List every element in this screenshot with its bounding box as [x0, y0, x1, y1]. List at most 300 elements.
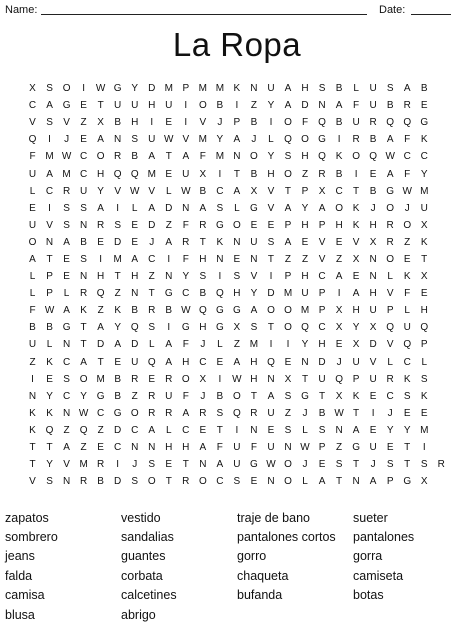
grid-letter: Q — [79, 424, 88, 436]
grid-letter: A — [148, 424, 156, 436]
grid-letter: E — [267, 219, 275, 231]
grid-letter: C — [45, 185, 54, 197]
grid-letter: S — [284, 390, 292, 402]
grid-letter: I — [371, 407, 375, 419]
grid-letter: T — [97, 100, 104, 112]
word-list-item: sombrero — [5, 530, 58, 545]
grid-letter: Z — [29, 356, 36, 368]
grid-letter: L — [217, 339, 223, 351]
grid-letter: T — [301, 373, 309, 385]
grid-letter: S — [403, 390, 411, 402]
grid-letter: B — [114, 373, 121, 385]
grid-letter: P — [386, 305, 394, 317]
grid-letter: T — [165, 476, 172, 488]
grid-letter — [433, 439, 450, 456]
grid-letter: S — [216, 407, 224, 419]
grid-letter: J — [200, 390, 206, 402]
grid-letter — [433, 422, 450, 439]
grid-letter: O — [284, 117, 292, 129]
grid-letter: T — [353, 407, 360, 419]
grid-letter: S — [318, 424, 326, 436]
grid-letter: A — [250, 305, 258, 317]
grid-letter: R — [97, 459, 105, 471]
grid-letter: S — [420, 373, 428, 385]
grid-letter: N — [250, 424, 258, 436]
grid-letter: A — [369, 476, 377, 488]
grid-letter: I — [218, 271, 222, 283]
grid-letter: E — [301, 236, 309, 248]
grid-letter: N — [216, 253, 224, 265]
grid-letter: G — [181, 322, 190, 334]
grid-letter: K — [352, 390, 360, 402]
grid-letter: K — [233, 83, 241, 95]
grid-letter: L — [268, 134, 274, 146]
grid-letter: U — [182, 168, 190, 180]
grid-letter: K — [46, 407, 53, 419]
grid-letter: U — [233, 442, 241, 454]
grid-letter: E — [420, 288, 428, 300]
grid-letter: L — [353, 83, 359, 95]
grid-letter: I — [99, 253, 103, 265]
grid-letter: R — [386, 219, 394, 231]
grid-letter: X — [318, 185, 326, 197]
grid-letter: S — [420, 459, 428, 471]
grid-letter: D — [114, 236, 122, 248]
word-list-item: sueter — [353, 510, 388, 525]
grid-letter: J — [302, 459, 308, 471]
grid-letter: I — [269, 271, 273, 283]
grid-letter: T — [114, 271, 121, 283]
grid-letter: A — [199, 202, 207, 214]
grid-letter: T — [199, 236, 206, 248]
grid-letter: V — [46, 219, 53, 231]
grid-letter: D — [369, 339, 377, 351]
grid-letter: E — [318, 459, 326, 471]
grid-letter: L — [421, 356, 428, 368]
grid-letter: N — [250, 83, 258, 95]
grid-letter — [433, 80, 450, 97]
grid-letter: H — [165, 442, 173, 454]
grid-letter: T — [318, 390, 326, 402]
grid-letter: T — [46, 442, 53, 454]
grid-letter: P — [233, 117, 241, 129]
grid-letter: F — [182, 339, 189, 351]
grid-letter: L — [131, 202, 138, 214]
grid-letter: K — [29, 407, 36, 419]
grid-letter: T — [29, 442, 36, 454]
grid-letter: U — [267, 407, 275, 419]
grid-letter: X — [369, 236, 377, 248]
grid-letter: Q — [420, 322, 429, 334]
word-list-item: pantalones — [353, 530, 415, 545]
grid-letter: P — [420, 339, 428, 351]
grid-letter: H — [199, 253, 207, 265]
grid-letter: I — [116, 202, 120, 214]
grid-letter: C — [62, 356, 71, 368]
grid-letter: V — [386, 288, 394, 300]
grid-letter: N — [62, 476, 71, 488]
grid-letter: O — [403, 219, 412, 231]
grid-letter: I — [184, 100, 188, 112]
grid-letter: E — [165, 117, 173, 129]
grid-letter: H — [131, 271, 139, 283]
grid-letter: E — [63, 253, 70, 265]
grid-letter: W — [95, 83, 106, 95]
grid-letter: S — [216, 202, 224, 214]
grid-letter: D — [148, 219, 156, 231]
grid-letter: E — [131, 219, 139, 231]
grid-letter: Y — [114, 322, 121, 334]
word-list-item: blusa — [5, 607, 35, 622]
grid-letter: V — [250, 271, 258, 283]
grid-letter: U — [301, 288, 309, 300]
grid-letter: U — [114, 100, 122, 112]
grid-letter: B — [97, 476, 104, 488]
grid-letter: R — [369, 117, 377, 129]
grid-letter: R — [165, 407, 173, 419]
grid-letter: Z — [284, 253, 292, 265]
grid-letter: A — [352, 288, 360, 300]
grid-letter: A — [335, 100, 343, 112]
grid-letter: X — [284, 373, 292, 385]
grid-letter: X — [352, 339, 360, 351]
grid-letter: I — [422, 442, 426, 454]
grid-letter: U — [79, 185, 88, 197]
grid-letter: Y — [267, 100, 275, 112]
grid-letter: T — [97, 356, 104, 368]
grid-letter: Z — [284, 407, 292, 419]
grid-letter: V — [29, 476, 36, 488]
grid-letter: S — [284, 151, 292, 163]
grid-letter: W — [181, 305, 191, 317]
grid-letter: O — [147, 476, 156, 488]
grid-letter: T — [404, 459, 411, 471]
grid-letter: G — [215, 219, 224, 231]
grid-letter: K — [420, 390, 428, 402]
grid-letter: R — [79, 288, 88, 300]
grid-letter: C — [148, 253, 156, 265]
grid-letter: T — [404, 442, 411, 454]
grid-letter: S — [233, 476, 241, 488]
grid-letter: Y — [301, 202, 309, 214]
grid-letter: I — [48, 202, 51, 214]
grid-letter: I — [31, 373, 34, 385]
grid-letter: B — [250, 168, 258, 180]
grid-letter: M — [45, 151, 54, 163]
grid-letter: A — [131, 253, 139, 265]
grid-letter: O — [198, 100, 207, 112]
grid-letter — [433, 234, 450, 251]
grid-letter: M — [283, 288, 293, 300]
grid-letter: E — [284, 356, 292, 368]
grid-letter: K — [80, 305, 87, 317]
grid-letter: V — [148, 185, 156, 197]
grid-letter: S — [199, 271, 207, 283]
grid-letter: D — [131, 339, 139, 351]
grid-letter: U — [369, 83, 377, 95]
grid-letter: T — [165, 151, 172, 163]
grid-letter: F — [404, 168, 411, 180]
grid-letter: R — [148, 305, 156, 317]
grid-letter: X — [420, 271, 428, 283]
grid-letter — [433, 405, 450, 422]
grid-letter: S — [386, 459, 394, 471]
grid-letter: O — [267, 305, 275, 317]
grid-letter: B — [29, 322, 36, 334]
grid-letter — [433, 148, 450, 165]
grid-letter: B — [335, 168, 343, 180]
grid-letter: A — [386, 134, 394, 146]
grid-letter: A — [165, 236, 173, 248]
grid-letter: Y — [46, 459, 53, 471]
word-list-item: pantalones cortos — [237, 530, 336, 545]
grid-letter: M — [96, 373, 105, 385]
grid-letter: S — [335, 459, 343, 471]
grid-letter: G — [215, 305, 224, 317]
grid-letter: B — [335, 83, 343, 95]
grid-letter: M — [249, 339, 259, 351]
grid-letter: B — [199, 288, 207, 300]
grid-letter: B — [369, 134, 377, 146]
grid-letter: G — [96, 390, 105, 402]
grid-letter: L — [234, 202, 240, 214]
grid-letter: O — [28, 236, 37, 248]
grid-letter: C — [318, 271, 326, 283]
grid-letter: L — [387, 271, 393, 283]
grid-letter: R — [165, 373, 173, 385]
grid-letter: C — [182, 288, 190, 300]
grid-letter: H — [97, 271, 105, 283]
grid-letter: Q — [113, 168, 122, 180]
grid-letter: V — [29, 117, 36, 129]
grid-letter: F — [29, 305, 36, 317]
grid-letter: W — [300, 442, 310, 454]
grid-letter — [433, 473, 450, 490]
grid-letter: A — [216, 459, 224, 471]
grid-letter: E — [148, 373, 156, 385]
word-list-item: botas — [353, 588, 384, 603]
grid-letter: X — [335, 390, 343, 402]
grid-letter — [433, 268, 450, 285]
grid-letter: O — [79, 373, 88, 385]
grid-letter: S — [250, 322, 258, 334]
grid-letter: H — [301, 83, 309, 95]
grid-letter: T — [336, 476, 343, 488]
grid-letter: E — [63, 271, 70, 283]
grid-letter: R — [148, 407, 156, 419]
grid-letter: C — [114, 442, 122, 454]
grid-letter: L — [29, 271, 36, 283]
grid-letter: X — [250, 185, 258, 197]
grid-letter: F — [404, 134, 411, 146]
grid-letter: V — [267, 185, 275, 197]
grid-letter: X — [97, 117, 104, 129]
grid-letter: A — [284, 100, 292, 112]
grid-letter: R — [182, 476, 190, 488]
grid-letter: Z — [165, 219, 172, 231]
grid-letter: N — [267, 476, 275, 488]
grid-letter: F — [353, 100, 360, 112]
grid-letter: G — [113, 407, 122, 419]
grid-letter: G — [301, 390, 309, 402]
grid-letter: T — [80, 322, 87, 334]
grid-letter: T — [353, 185, 360, 197]
grid-letter: H — [369, 288, 377, 300]
grid-letter: H — [301, 271, 309, 283]
grid-letter: Z — [250, 100, 257, 112]
grid-letter: Z — [97, 305, 104, 317]
grid-letter: U — [28, 219, 37, 231]
grid-letter: T — [216, 424, 223, 436]
grid-letter: F — [182, 253, 189, 265]
grid-letter: R — [114, 151, 122, 163]
grid-letter: X — [420, 476, 428, 488]
grid-letter: R — [318, 168, 326, 180]
grid-letter: W — [78, 407, 89, 419]
grid-letter: N — [199, 459, 207, 471]
grid-letter: Z — [336, 253, 343, 265]
grid-letter: B — [131, 305, 139, 317]
grid-letter: E — [250, 476, 258, 488]
grid-letter: N — [335, 424, 343, 436]
grid-letter: W — [61, 151, 72, 163]
grid-letter: G — [215, 322, 224, 334]
grid-letter: Y — [131, 83, 139, 95]
grid-letter: N — [131, 288, 139, 300]
grid-letter: P — [284, 219, 292, 231]
grid-letter: T — [148, 288, 155, 300]
grid-letter: V — [369, 356, 377, 368]
grid-letter: R — [79, 476, 88, 488]
grid-letter: M — [113, 253, 122, 265]
grid-letter: G — [250, 202, 258, 214]
grid-letter: P — [318, 288, 326, 300]
grid-letter: O — [233, 390, 241, 402]
grid-letter: T — [353, 459, 360, 471]
grid-letter: M — [198, 134, 207, 146]
grid-letter: Y — [403, 424, 411, 436]
grid-letter: H — [182, 442, 190, 454]
grid-letter: I — [337, 288, 341, 300]
grid-letter: H — [267, 168, 275, 180]
grid-letter: U — [420, 202, 428, 214]
grid-letter: W — [385, 151, 395, 163]
grid-letter: H — [131, 117, 139, 129]
grid-letter: X — [420, 219, 428, 231]
grid-letter: N — [62, 339, 71, 351]
grid-letter: A — [284, 236, 292, 248]
grid-letter: I — [116, 459, 120, 471]
grid-letter: J — [336, 356, 342, 368]
grid-letter: O — [96, 151, 105, 163]
grid-letter: N — [148, 442, 156, 454]
grid-letter: E — [97, 442, 104, 454]
grid-letter: Q — [386, 117, 395, 129]
grid-letter: D — [165, 202, 173, 214]
grid-letter: I — [184, 117, 188, 129]
date-label: Date: — [379, 4, 406, 16]
grid-letter: O — [352, 151, 360, 163]
grid-letter: C — [62, 390, 71, 402]
grid-letter: K — [420, 236, 428, 248]
grid-letter: U — [352, 356, 360, 368]
grid-letter: Q — [130, 168, 139, 180]
grid-letter: D — [114, 424, 122, 436]
grid-letter: M — [420, 185, 429, 197]
word-list-item: gorro — [237, 549, 267, 564]
grid-letter: X — [352, 253, 360, 265]
grid-letter: S — [63, 219, 70, 231]
grid-letter — [433, 388, 450, 405]
grid-letter: Z — [336, 442, 343, 454]
grid-letter: A — [148, 151, 156, 163]
grid-letter: N — [369, 253, 377, 265]
grid-letter: X — [335, 305, 343, 317]
grid-letter: E — [29, 202, 36, 214]
grid-letter: I — [286, 339, 290, 351]
grid-letter: T — [46, 253, 53, 265]
grid-letter — [433, 336, 450, 353]
grid-letter — [433, 371, 450, 388]
grid-letter: H — [250, 356, 258, 368]
grid-letter: R — [386, 373, 394, 385]
grid-letter: N — [369, 271, 377, 283]
grid-letter: T — [29, 459, 36, 471]
grid-letter: X — [233, 322, 241, 334]
grid-letter: P — [46, 271, 53, 283]
grid-letter: N — [233, 236, 241, 248]
grid-letter: E — [80, 134, 87, 146]
grid-letter: H — [199, 322, 207, 334]
grid-letter: V — [114, 185, 121, 197]
grid-letter: B — [199, 185, 207, 197]
grid-letter: C — [97, 407, 105, 419]
grid-letter: I — [354, 168, 358, 180]
grid-letter: B — [80, 236, 87, 248]
grid-letter: E — [131, 236, 139, 248]
grid-letter: A — [233, 185, 241, 197]
grid-letter — [433, 114, 450, 131]
grid-letter: E — [335, 236, 343, 248]
grid-letter: Y — [80, 390, 87, 402]
grid-letter: P — [284, 271, 292, 283]
grid-letter: S — [80, 253, 87, 265]
grid-letter: L — [165, 424, 172, 436]
grid-letter: T — [267, 253, 274, 265]
grid-letter: T — [233, 168, 240, 180]
grid-letter: B — [250, 117, 258, 129]
grid-letter: K — [420, 134, 428, 146]
grid-letter: A — [97, 134, 104, 146]
grid-letter: R — [148, 390, 156, 402]
grid-letter: L — [165, 185, 172, 197]
grid-letter: A — [165, 356, 173, 368]
grid-letter: U — [318, 373, 326, 385]
grid-letter: A — [284, 202, 292, 214]
grid-letter: A — [233, 356, 241, 368]
grid-letter: I — [269, 339, 273, 351]
grid-letter: V — [386, 339, 394, 351]
grid-letter: S — [131, 476, 139, 488]
grid-letter: U — [148, 134, 156, 146]
grid-letter: I — [269, 117, 273, 129]
grid-letter: T — [80, 339, 87, 351]
grid-letter: Z — [131, 390, 138, 402]
grid-letter: H — [420, 305, 428, 317]
grid-letter: A — [352, 424, 360, 436]
letter-grid — [24, 80, 450, 490]
grid-letter: E — [97, 236, 104, 248]
